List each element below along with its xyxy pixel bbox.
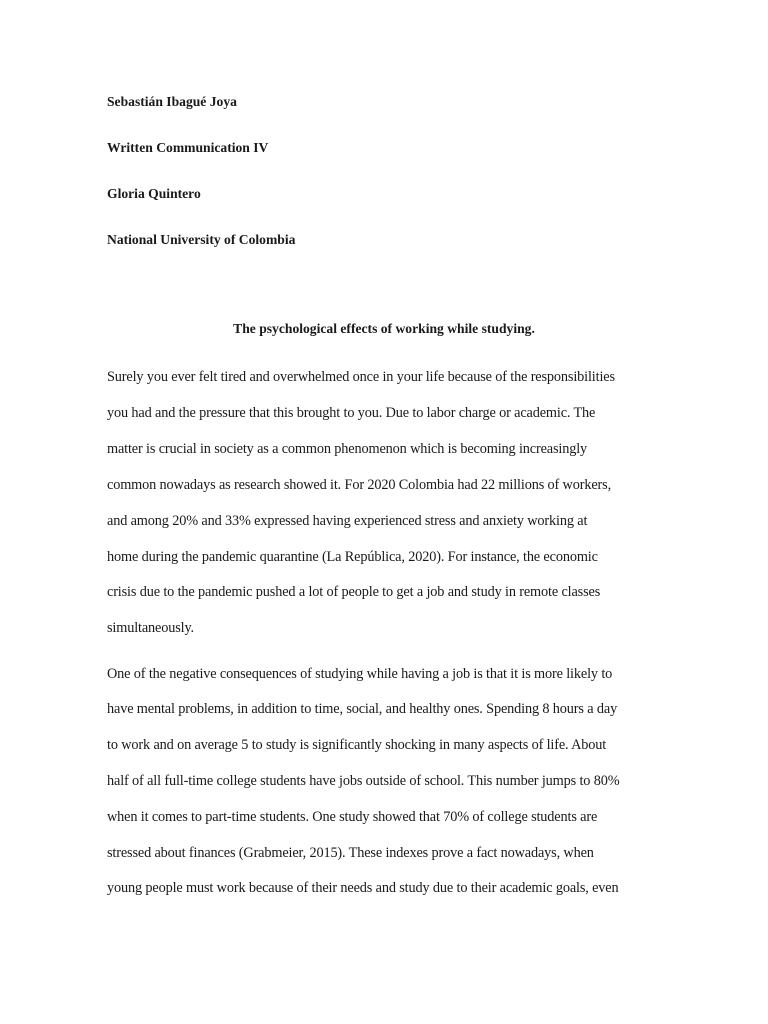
paragraph-line: and among 20% and 33% expressed having experienced stress and anxiety working at (107, 513, 588, 529)
paragraph-line: you had and the pressure that this brought to you. Due to labor charge or academic. The (107, 405, 596, 421)
paragraph-line: Surely you ever felt tired and overwhelmed once in your life because of the responsibilities (107, 369, 615, 385)
paragraph-line: when it comes to part-time students. One study showed that 70% of college students are (107, 809, 598, 825)
institution-name: National University of Colombia (107, 232, 296, 247)
paragraph-line: half of all full-time college students have jobs outside of school. This number jumps to 80% (107, 773, 620, 789)
course-name: Written Communication IV (107, 140, 269, 155)
paragraph-line: home during the pandemic quarantine (La República, 2020). For instance, the economic (107, 549, 598, 565)
paragraph-line: common nowadays as research showed it. For 2020 Colombia had 22 millions of workers, (107, 477, 611, 493)
paragraph-line: simultaneously. (107, 620, 194, 636)
author-name: Sebastián Ibagué Joya (107, 94, 237, 109)
paragraph-line: have mental problems, in addition to time, social, and healthy ones. Spending 8 hours a day (107, 701, 618, 717)
essay-title: The psychological effects of working while studying. (233, 321, 535, 336)
paragraph-line: matter is crucial in society as a common phenomenon which is becoming increasingly (107, 441, 588, 457)
paragraph-line: young people must work because of their needs and study due to their academic goals, even (107, 880, 619, 896)
paragraph-line: stressed about finances (Grabmeier, 2015). These indexes prove a fact nowadays, when (107, 845, 594, 861)
instructor-name: Gloria Quintero (107, 186, 201, 201)
paragraph-line: One of the negative consequences of studying while having a job is that it is more likely to (107, 666, 613, 682)
paragraph-line: crisis due to the pandemic pushed a lot of people to get a job and study in remote classes (107, 584, 601, 600)
paragraph-line: to work and on average 5 to study is significantly shocking in many aspects of life. About (107, 737, 607, 753)
